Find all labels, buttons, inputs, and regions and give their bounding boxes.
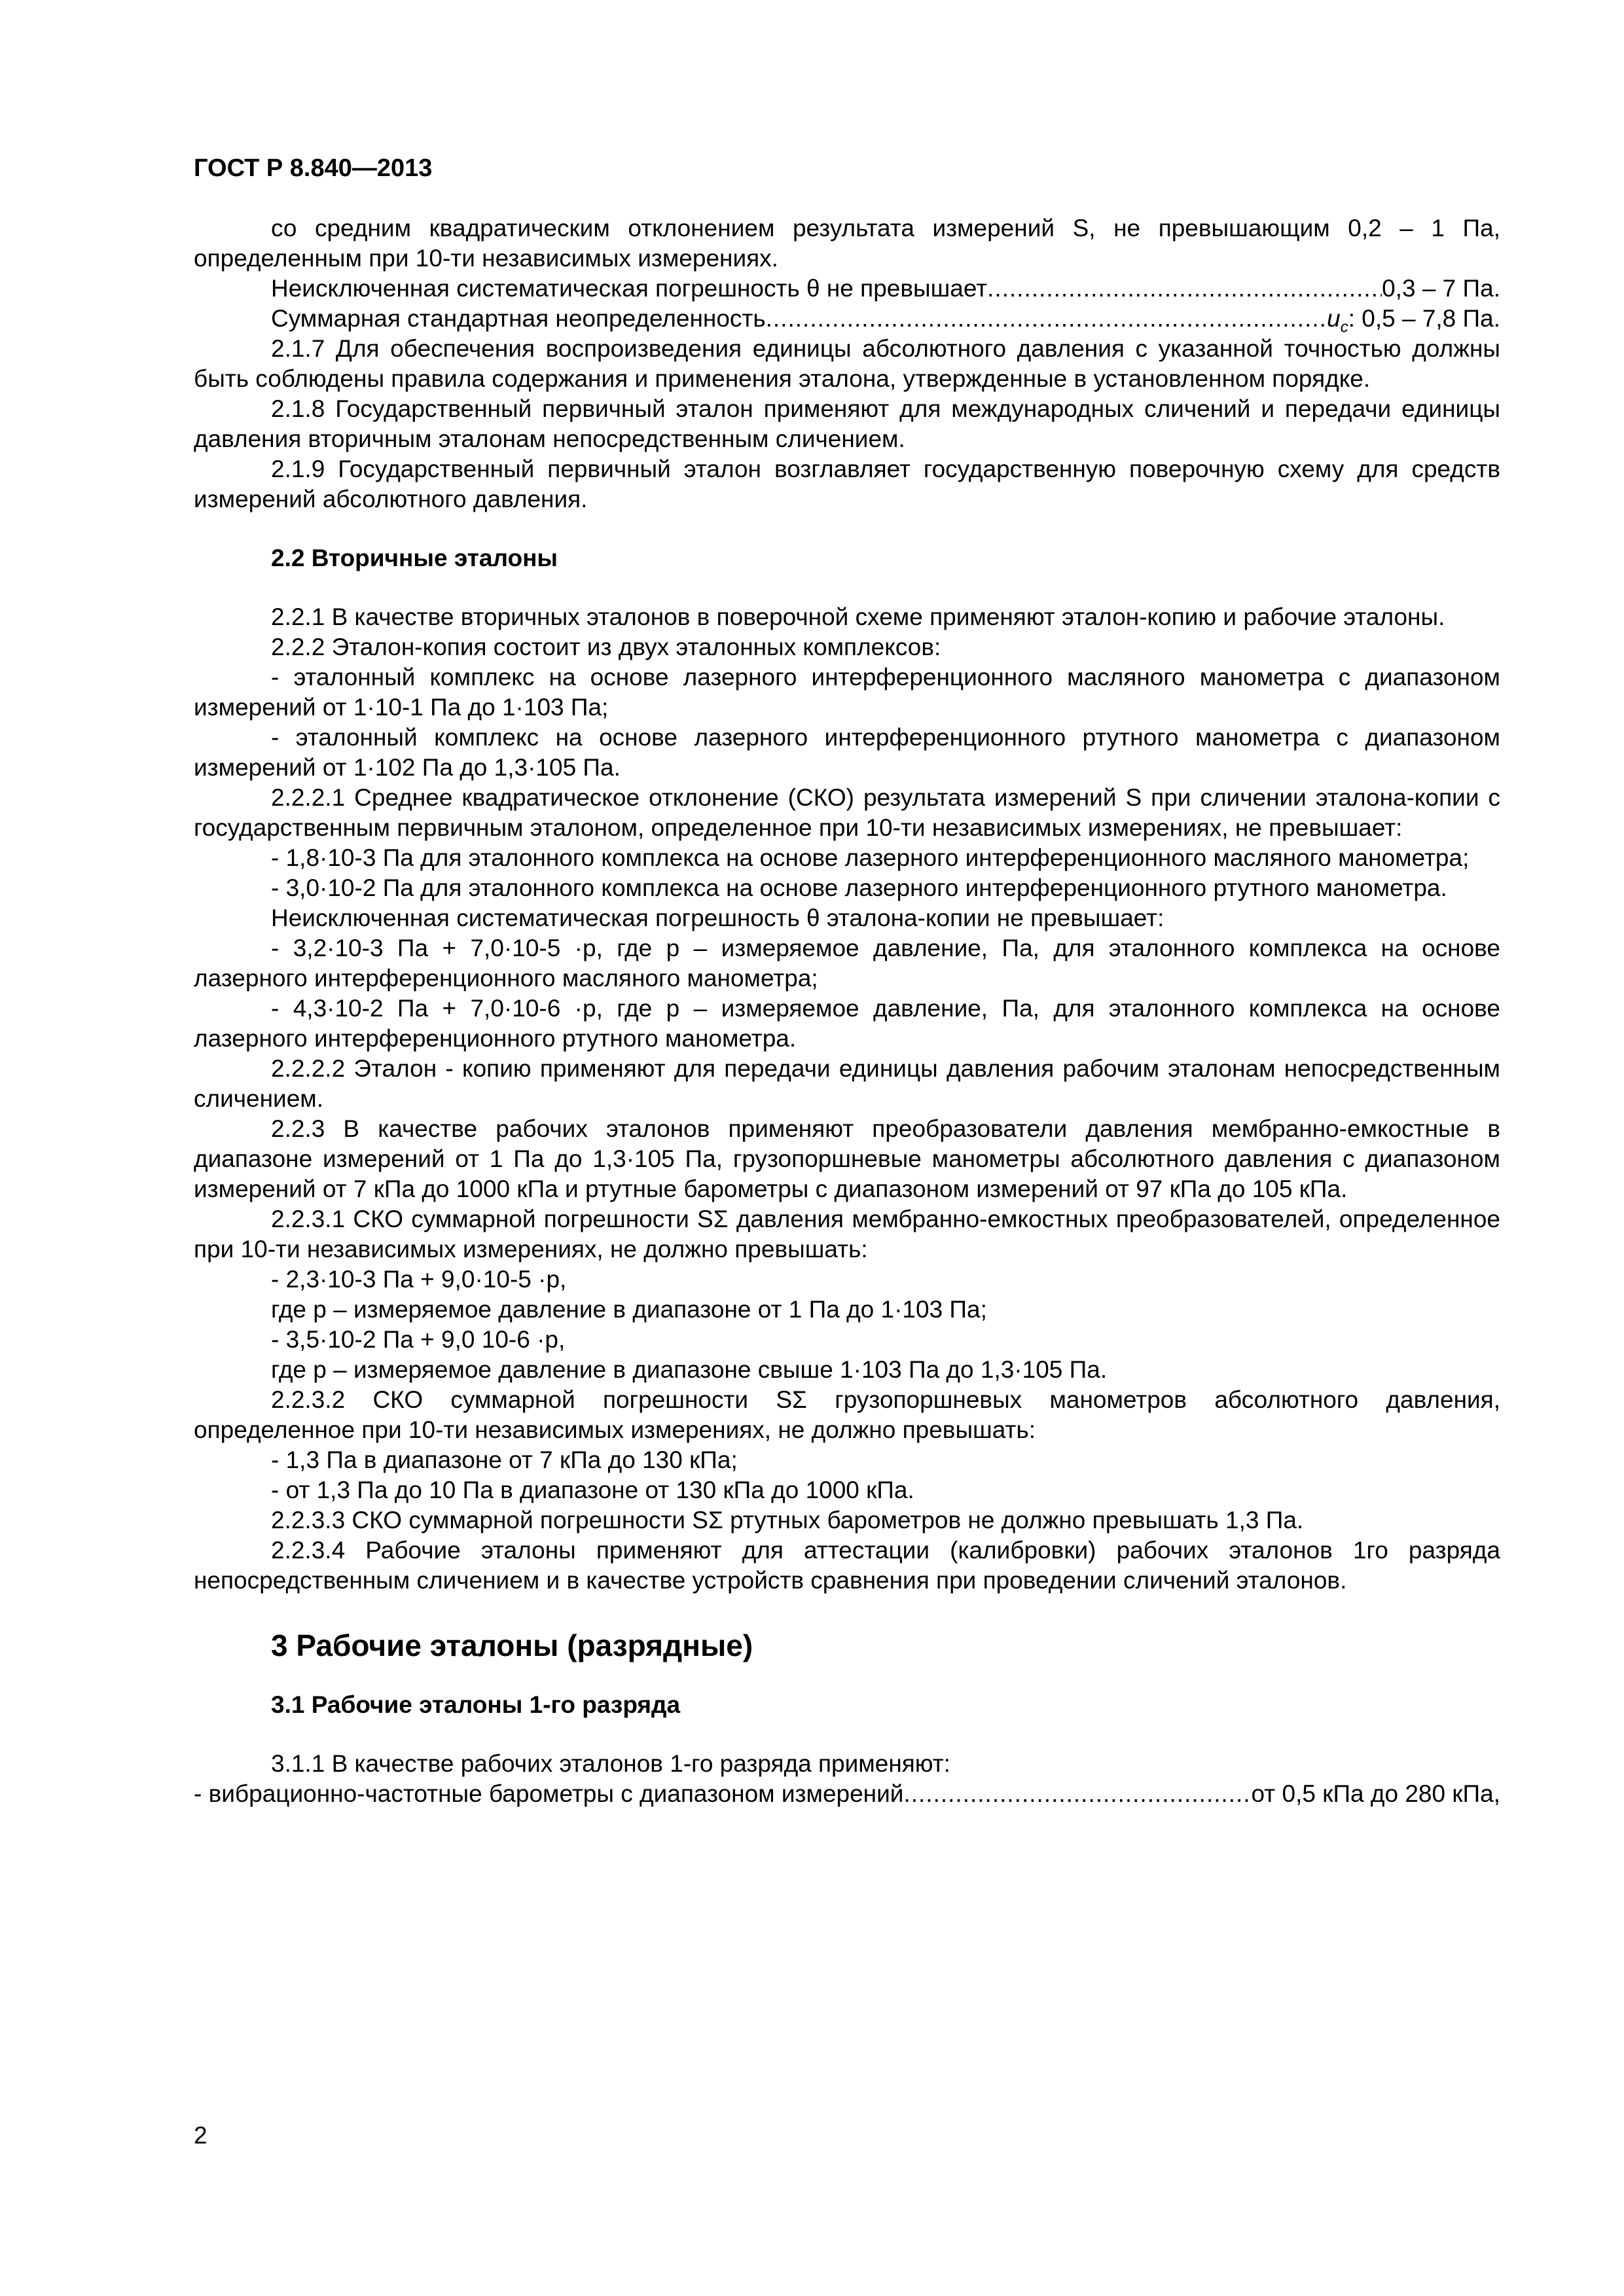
item-a-value: от 0,5 кПа до 280 кПа, xyxy=(1251,1780,1500,1807)
paragraph-2-1-6-continuation: со средним квадратическим отклонением результата измерений S, не превышающим 0,2 – 1 Па, определенным при 10-ти независимых измерениях. xyxy=(194,215,1500,272)
uncertainty-label: Суммарная стандартная неопределенность xyxy=(271,305,766,332)
document-body xyxy=(194,213,1500,1809)
uncertainty-value xyxy=(1327,304,1500,334)
dot-leader xyxy=(903,1779,1251,1809)
bias-line xyxy=(194,274,1500,304)
bias-value: 0,3 – 7 Па. xyxy=(1382,275,1500,302)
paragraph-2-2-3-2-item-a: - 1,3 Па в диапазоне от 7 кПа до 130 кПа; xyxy=(271,1446,738,1473)
section-heading-3-1: 3.1 Рабочие эталоны 1-го разряда xyxy=(271,1691,681,1718)
paragraph-2-2-3-1-formula-b: - 3,5·10-2 Па + 9,0 10-6 ·p, xyxy=(271,1326,566,1353)
paragraph-2-2-3-1-formula-a: - 2,3·10-3 Па + 9,0·10-5 ·p, xyxy=(271,1266,567,1293)
item-a-label: - вибрационно-частотные барометры с диапазоном измерений xyxy=(194,1780,904,1807)
paragraph-2-2-2-2: 2.2.2.2 Эталон - копию применяют для передачи единицы давления рабочим эталонам непосредственным сличением. xyxy=(194,1055,1500,1112)
paragraph-3-1-1: 3.1.1 В качестве рабочих эталонов 1-го разряда применяют: xyxy=(271,1750,950,1777)
paragraph-2-2-2-1-item-mercury: - 3,0·10-2 Па для эталонного комплекса на основе лазерного интерференционного ртутного манометра. xyxy=(271,874,1447,901)
paragraph-2-2-2-item-mercury: - эталонный комплекс на основе лазерного интерференционного ртутного манометра с диапазоном измерений от 1·102 Па до 1,3·105 Па. xyxy=(194,724,1500,781)
paragraph-2-2-3-4: 2.2.3.4 Рабочие эталоны применяют для аттестации (калибровки) рабочих эталонов 1го разряда непосредственным сличением и в качестве устройств сравнения при проведении сличений эталонов. xyxy=(194,1537,1500,1594)
paragraph-2-2-3: 2.2.3 В качестве рабочих эталонов применяют преобразователи давления мембранно-емкостные в диапазоне измерений от 1 Па до 1,3·105 Па, грузопоршневые манометры абсолютного давления с диапазоном измерений от 7 кПа до 1000 кПа и ртутные барометры с диапазоном измерений от 97 кПа до 105 кПа. xyxy=(194,1115,1500,1202)
paragraph-2-2-3-1-range-b: где p – измеряемое давление в диапазоне свыше 1·103 Па до 1,3·105 Па. xyxy=(271,1356,1108,1383)
paragraph-2-1-8: 2.1.8 Государственный первичный эталон применяют для международных сличений и передачи единицы давления вторичным эталонам непосредственным сличением. xyxy=(194,395,1500,452)
paragraph-2-1-7: 2.1.7 Для обеспечения воспроизведения единицы абсолютного давления с указанной точностью должны быть соблюдены правила содержания и применения эталона, утвержденные в установленном порядке. xyxy=(194,335,1500,392)
dot-leader xyxy=(766,304,1327,334)
paragraph-2-2-3-2-item-b: - от 1,3 Па до 10 Па в диапазоне от 130 кПа до 1000 кПа. xyxy=(271,1477,914,1503)
section-heading-3: 3 Рабочие эталоны (разрядные) xyxy=(271,1628,753,1662)
paragraph-2-2-3-1: 2.2.3.1 СКО суммарной погрешности SΣ давления мембранно-емкостных преобразователей, определенное при 10-ти независимых измерениях, не должно превышать: xyxy=(194,1206,1500,1263)
paragraph-bias-copy-item-oil: - 3,2·10-3 Па + 7,0·10-5 ·p, где p – измеряемое давление, Па, для эталонного комплекса на основе лазерного интерференционного масляного манометра; xyxy=(194,935,1500,992)
bias-label: Неисключенная систематическая погрешность θ не превышает xyxy=(271,275,988,302)
paragraph-bias-copy: Неисключенная систематическая погрешность θ эталона-копии не превышает: xyxy=(271,905,1164,931)
dot-leader xyxy=(987,274,1382,304)
paragraph-2-2-2-item-oil: - эталонный комплекс на основе лазерного интерференционного масляного манометра с диапазоном измерений от 1·10-1 Па до 1·103 Па; xyxy=(194,664,1500,721)
paragraph-2-2-2-1-item-oil: - 1,8·10-3 Па для эталонного комплекса на основе лазерного интерференционного масляного манометра; xyxy=(271,844,1470,871)
uncertainty-symbol-sub: c xyxy=(1340,318,1348,336)
paragraph-2-2-2-1: 2.2.2.1 Среднее квадратическое отклонение (СКО) результата измерений S при сличении эталона-копии с государственным первичным эталоном, определенное при 10-ти независимых измерениях, не превышает: xyxy=(194,784,1500,841)
paragraph-2-2-3-1-range-a: где p – измеряемое давление в диапазоне от 1 Па до 1·103 Па; xyxy=(271,1296,987,1323)
paragraph-3-1-1-item-a xyxy=(194,1779,1500,1809)
page-number: 2 xyxy=(194,2122,208,2149)
paragraph-2-2-3-3: 2.2.3.3 СКО суммарной погрешности SΣ ртутных барометров не должно превышать 1,3 Па. xyxy=(271,1507,1304,1534)
document-header: ГОСТ Р 8.840—2013 xyxy=(194,154,433,182)
paragraph-bias-copy-item-mercury: - 4,3·10-2 Па + 7,0·10-6 ·p, где p – измеряемое давление, Па, для эталонного комплекса на основе лазерного интерференционного ртутного манометра. xyxy=(194,995,1500,1052)
paragraph-2-2-3-2: 2.2.3.2 СКО суммарной погрешности SΣ грузопоршневых манометров абсолютного давления, определенное при 10-ти независимых измерениях, не должно превышать: xyxy=(194,1386,1500,1443)
section-heading-2-2: 2.2 Вторичные эталоны xyxy=(271,545,558,571)
paragraph-2-1-9: 2.1.9 Государственный первичный эталон возглавляет государственную поверочную схему для средств измерений абсолютного давления. xyxy=(194,456,1500,512)
uncertainty-line xyxy=(194,304,1500,334)
paragraph-2-2-1: 2.2.1 В качестве вторичных эталонов в поверочной схеме применяют эталон-копию и рабочие эталоны. xyxy=(271,603,1445,630)
uncertainty-symbol: u xyxy=(1327,305,1341,332)
uncertainty-range: : 0,5 – 7,8 Па. xyxy=(1348,305,1500,332)
paragraph-2-2-2: 2.2.2 Эталон-копия состоит из двух эталонных комплексов: xyxy=(271,634,941,660)
